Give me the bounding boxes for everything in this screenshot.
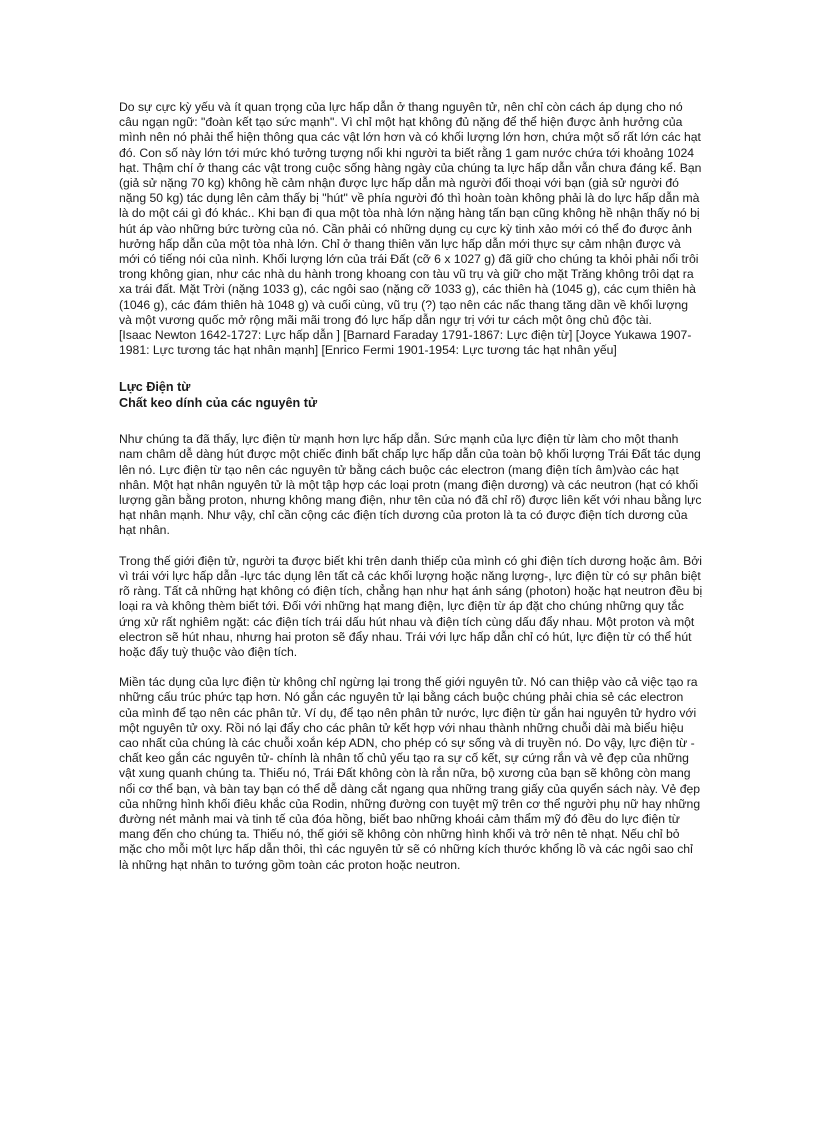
paragraph-magnet: Như chúng ta đã thấy, lực điện từ mạnh hơn lực hấp dẫn. Sức mạnh của lực điện từ làm cho một thanh nam châm dễ dàng hút được một chiếc đinh bất chấp lực hấp dẫn của toàn bộ khối lượng Trái Đất tác dụng lên nó. Lực điện từ tạo nên các nguyên tử bằng cách buộc các electron (mang điện tích âm)vào các hạt nhân. Một hạt nhân nguyên tử là một tập hợp các loại protn (mang điện dương) và các neutron (hạt có khối lượng gần bằng proton, nhưng không mang điện, như tên của nó đã chỉ rõ) được liên kết với nhau bằng lực hạt nhân mạnh. Như vậy, chỉ cần cộng các điện tích dương của proton là ta có được điện tích dương của hạt nhân. [119, 432, 702, 538]
section-subtitle: Chất keo dính của các nguyên tử [119, 395, 318, 410]
document-page [119, 100, 704, 888]
paragraph-citations: [Isaac Newton 1642-1727: Lực hấp dẫn ] [Barnard Faraday 1791-1867: Lực điện từ] [Joyce Yukawa 1907-1981: Lực tương tác hạt nhân mạnh] [Enrico Fermi 1901-1954: Lực tương tác hạt nhân yếu] [119, 328, 692, 358]
paragraph-charge: Trong thế giới điện tử, người ta được biết khi trên danh thiếp của mình có ghi điện tích dương hoặc âm. Bởi vì trái với lực hấp dẫn -lực tác dụng lên tất cả các khối lượng hoặc năng lượng-, lực điện từ có sự phân biệt rõ ràng. Tất cả những hạt không có điện tích, chẳng hạn như hạt ánh sáng (photon) hoặc hạt neutron đều bị loại ra và không thèm biết tới. Đối với những hạt mang điện, lực điện từ áp đặt cho chúng những quy tắc ứng xử rất nghiêm ngặt: các điện tích trái dấu hút nhau và điện tích cùng dấu đẩy nhau. Một proton và một electron sẽ hút nhau, nhưng hai proton sẽ đẩy nhau. Trái với lực hấp dẫn chỉ có hút, lực điện từ có thể hút hoặc đẩy tuỳ thuộc vào điện tích. [119, 553, 703, 659]
paragraph-structures: Miền tác dụng của lực điện từ không chỉ ngừng lại trong thế giới nguyên tử. Nó can thiệp vào cả việc tạo ra những cấu trúc phức tạp hơn. Nó gắn các nguyên tử lại bằng cách buộc chúng phải chia sẻ các electron của mình để tạo nên các phân tử. Ví dụ, để tạo nên phân tử nước, lực điện từ gắn hai nguyên tử hydro với một nguyên tử oxy. Rồi nó lại đẩy cho các phân tử kết hợp với nhau thành những chuỗi dài mà biểu hiệu cao nhất của chúng là các chuỗi xoắn kép ADN, cho phép có sự sống và di truyền nó. Do vậy, lực điện từ -chất keo gắn các nguyên tử- chính là nhân tố chủ yếu tạo ra sự cố kết, sự cứng rắn và vẻ đẹp của những vật xung quanh chúng ta. Thiếu nó, Trái Đất không còn là rắn nữa, bộ xương của bạn sẽ không còn mang nổi cơ thể bạn, và bàn tay bạn có thể dễ dàng cắt ngang qua những trang giấy của quyển sách này. Vẻ đẹp của những hình khối điêu khắc của Rodin, những đường con tuyệt mỹ trên cơ thể người phụ nữ hay những đường nét mảnh mai và tinh tế của đóa hồng, biết bao những khoái cảm thẩm mỹ đó đều do lực điện từ mang đến cho chúng ta. Thiếu nó, thế giới sẽ không còn những hình khối và trở nên tẻ nhạt. Nếu chỉ bỏ mặc cho mỗi một lực hấp dẫn thôi, thì các nguyên tử sẽ có những kích thước khổng lồ và các ngôi sao chỉ là những hạt nhân to tướng gồm toàn các proton hoặc neutron. [119, 675, 701, 872]
section-title: Lực Điện từ [119, 380, 191, 395]
section-heading [119, 380, 704, 411]
paragraph-gravity: Do sự cực kỳ yếu và ít quan trọng của lực hấp dẫn ở thang nguyên tử, nên chỉ còn cách áp dụng cho nó câu ngạn ngữ: "đoàn kết tạo sức mạnh". Vì chỉ một hạt không đủ nặng để thể hiện được ảnh hưởng của mình nên nó phải thể hiện thông qua các vật lớn hơn và có khối lượng lớn hơn, chứa một số rất lớn các hạt đó. Con số này lớn tới mức khó tưởng tượng nổi khi người ta biết rằng 1 gam nước chứa tới khoảng 1024 hạt. Thậm chí ở thang các vật trong cuộc sống hàng ngày của chúng ta lực hấp dẫn vẫn chưa đáng kể. Bạn (giả sử nặng 70 kg) không hề cảm nhận được lực hấp dẫn mà người đối thoại với bạn (giả sử người đó nặng 50 kg) tác dụng lên cảm thấy bị "hút" về phía người đó thì hoàn toàn không phải là do lực hấp dẫn mà là do một cái gì đó khác.. Khi bạn đi qua một tòa nhà lớn nặng hàng tấn bạn cũng không hề nhận thấy nó bị hút áp vào những bức tường của nó. Cần phải có những dụng cụ cực kỳ tinh xảo mới có thể đo được ảnh hưởng hấp dẫn của một tòa nhà lớn. Chỉ ở thang thiên văn lực hấp dẫn mới thực sự cảm nhận được và mới có tiếng nói của nình. Khối lượng lớn của trái Đất (cỡ 6 x 1027 g) đã giữ cho chúng ta khỏi phải nổi trôi trong không gian, như các nhà du hành trong khoang con tàu vũ trụ và giữ cho mặt Trăng không trôi dạt ra xa trái đất. Mặt Trời (nặng 1033 g), các ngôi sao (nặng cỡ 1033 g), các thiên hà (1045 g), các cụm thiên hà (1046 g), các đám thiên hà 1048 g) và cuối cùng, vũ trụ (?) tạo nên các nấc thang tăng dần về khối lượng và một vương quốc mở rộng mãi mãi trong đó lực hấp dẫn ngự trị với tư cách một ông chủ độc tài. [119, 100, 702, 327]
